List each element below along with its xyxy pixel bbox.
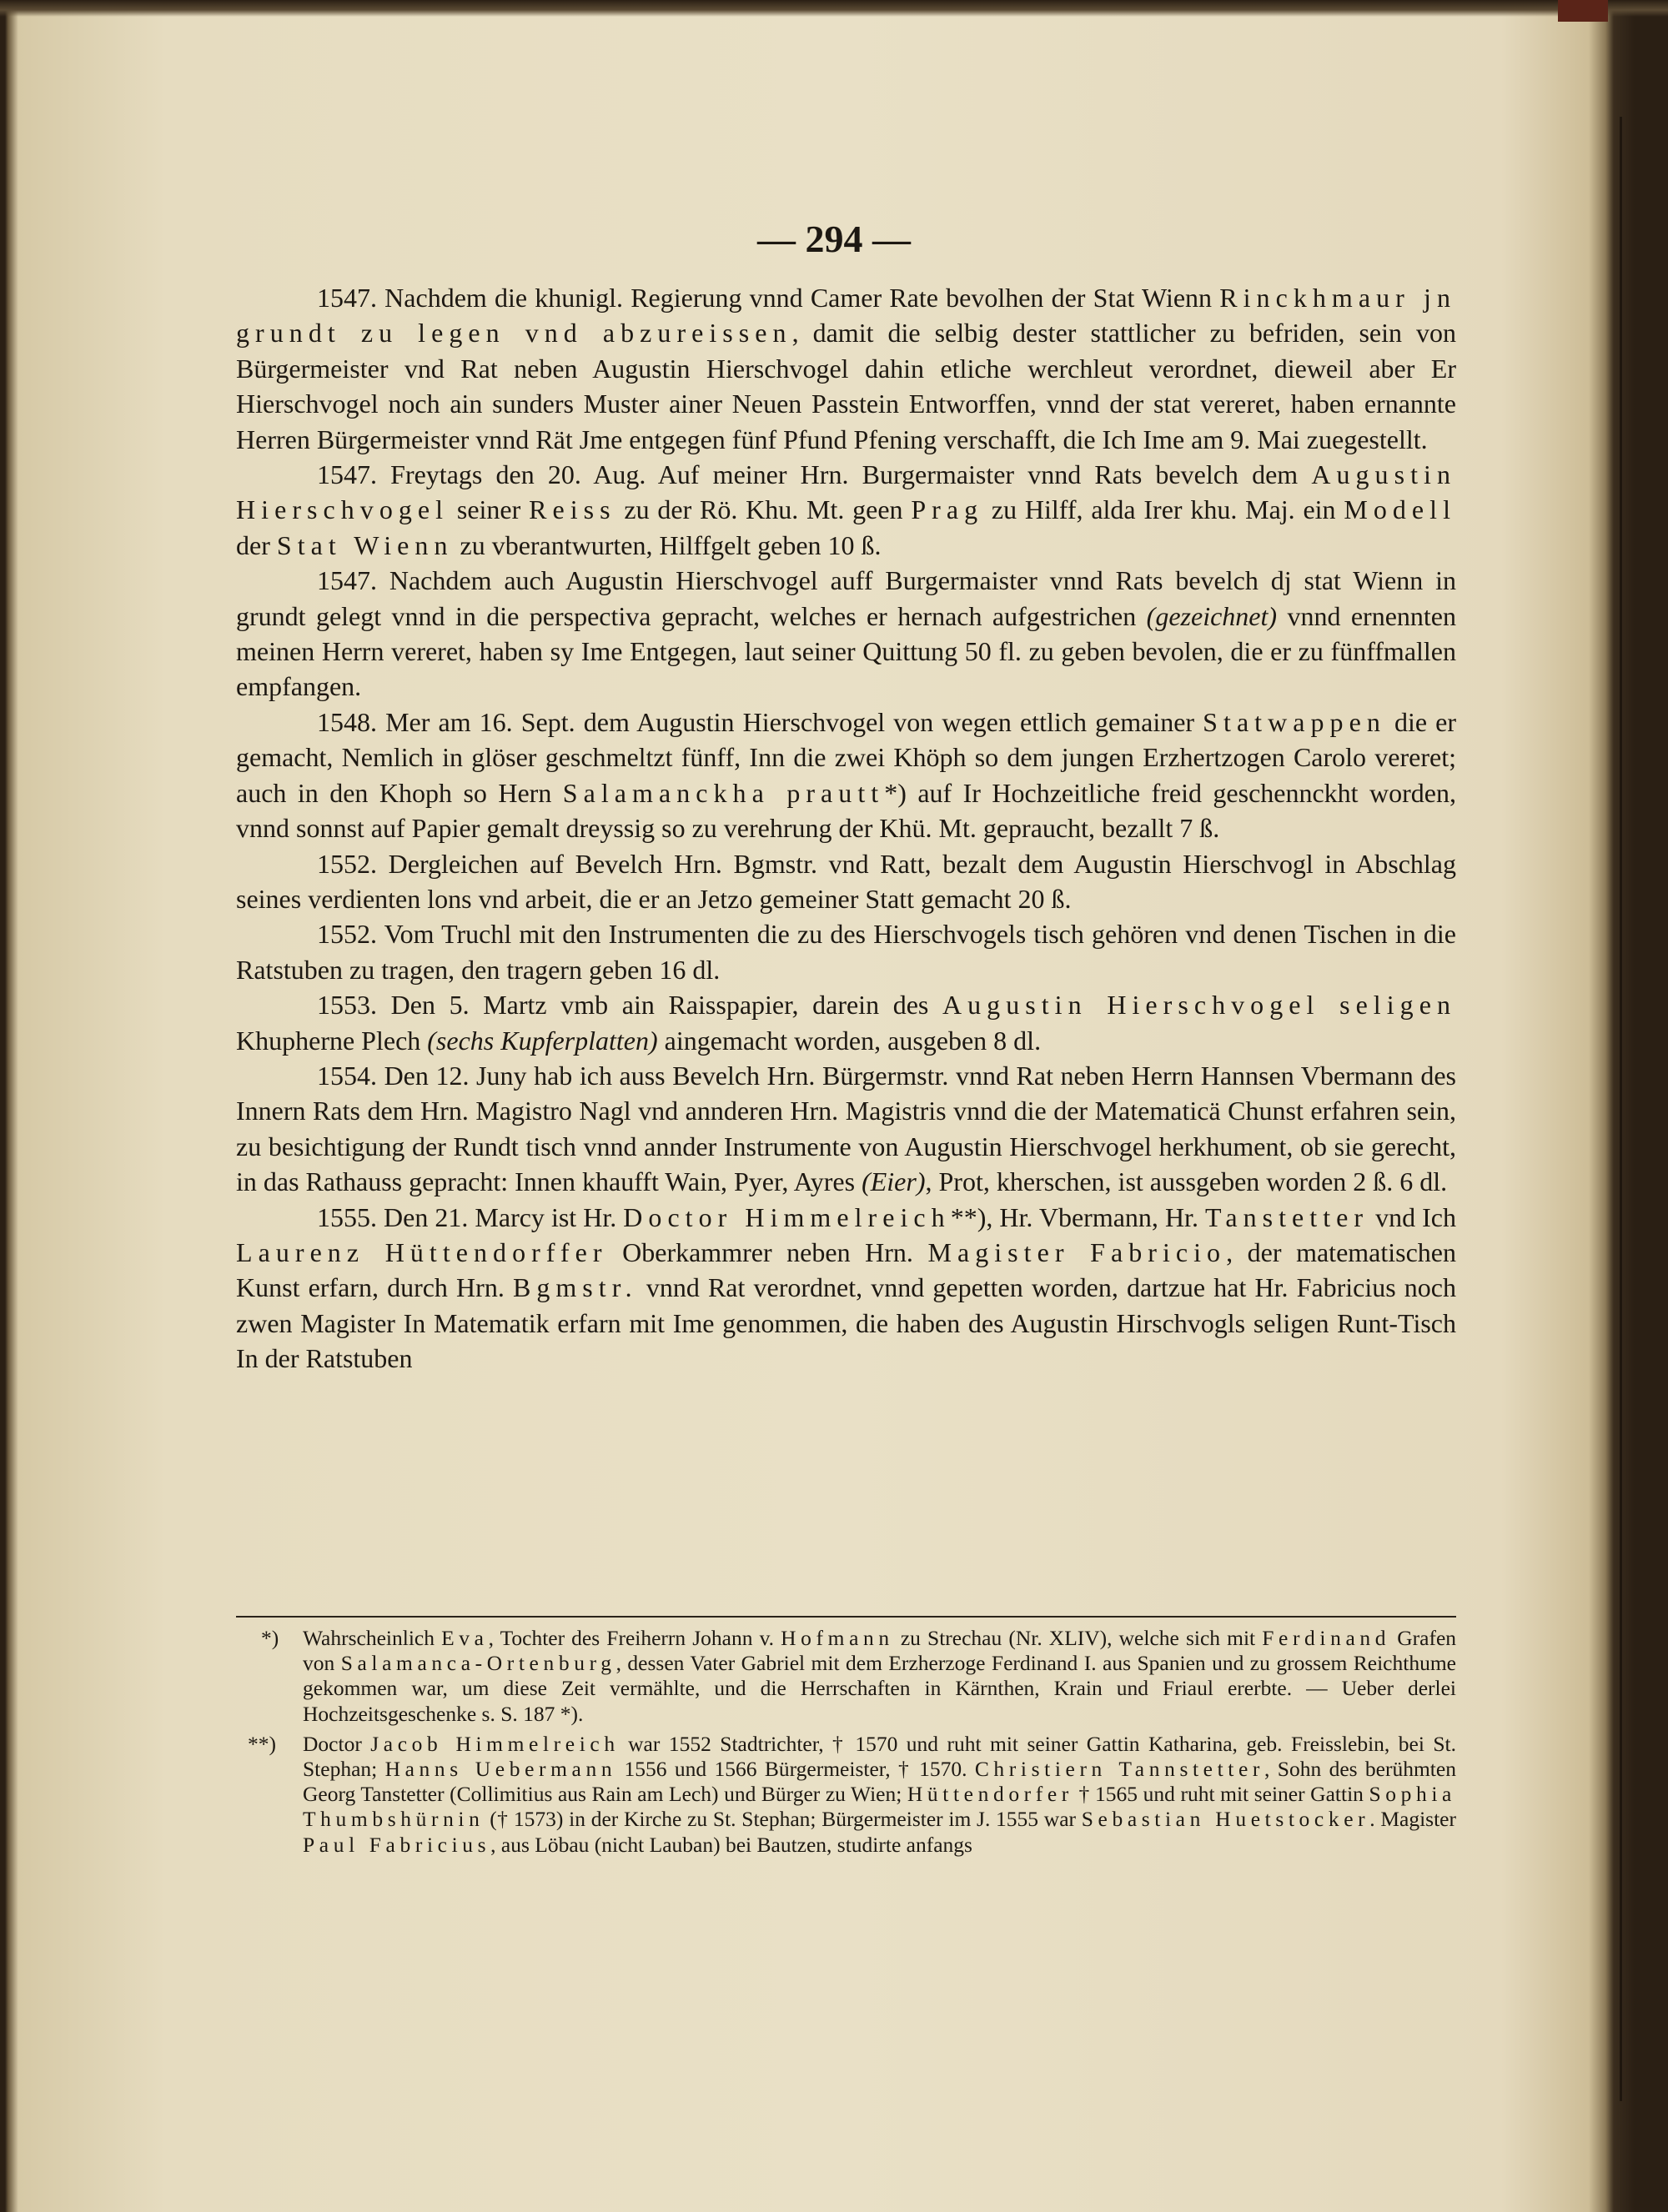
footnote-mark: **) [248, 1731, 276, 1756]
text-run: († 1573) in der Kirche zu St. Stephan; Bürgermeister im J. 1555 war [484, 1807, 1082, 1832]
text-run: 1548. Mer am 16. Sept. dem Augustin Hierschvogel von wegen ettlich gemainer [317, 706, 1203, 737]
text-run: 1552. Dergleichen auf Bevelch Hrn. Bgmstr. vnd Ratt, bezalt dem Augustin Hierschvogl in Abschlag seines verdienten lons vnd arbeit, die er an Jetzo gemeiner Statt gemacht 20 ß. [236, 848, 1456, 914]
footnote-mark: *) [261, 1626, 279, 1650]
spaced-name-text: Jacob Himmelreich [370, 1731, 620, 1756]
spaced-name-text: Reiss [529, 494, 616, 525]
page-number: — 294 — [757, 218, 911, 260]
record-entry [236, 1058, 1456, 1200]
spaced-name-text: Sebastian Huetstocker [1081, 1807, 1370, 1832]
spaced-name-text: Tanstetter [1204, 1201, 1369, 1232]
footnote [236, 1626, 1456, 1727]
text-run: zu der Rö. Khu. Mt. geen [615, 494, 912, 525]
record-entry [236, 916, 1456, 987]
record-entry [236, 457, 1456, 563]
spaced-name-text: Prag [911, 494, 984, 525]
text-run: seiner [449, 494, 530, 525]
text-run: die er gemacht, Nemlich in glöser geschmeltzt fünff, Inn die zwei Khöph so dem jungen Erzhertzogen Carolo vereret; auch in den Khoph so Hern [236, 706, 1457, 808]
text-run: zu vberantwurten, Hilffgelt geben 10 ß. [453, 529, 882, 560]
text-run: Oberkammrer neben Hrn. [607, 1236, 928, 1267]
text-run: war 1552 Stadtrichter, † 1570 und ruht mit seiner Gattin Katharina, geb. Freisslebin, bei St. Stephan; [303, 1731, 1456, 1782]
spaced-name-text: Ferdinand [1262, 1626, 1391, 1650]
text-run: 1555. Den 21. Marcy ist Hr. [317, 1201, 624, 1232]
text-run: vnd Ich [1369, 1201, 1456, 1232]
spaced-name-text: Rinckhmaur jn grundt zu legen vnd abzureissen [236, 283, 1456, 349]
text-run: , aus Löbau (nicht Lauban) bei Bautzen, studirte anfangs [490, 1832, 972, 1857]
spaced-name-text: Hanns Uebermann [384, 1757, 617, 1782]
record-entry [236, 563, 1456, 705]
footnotes [236, 1626, 1456, 1863]
italic-gloss-text: (sechs Kupferplatten) [427, 1025, 658, 1056]
text-run: aingemacht worden, ausgeben 8 dl. [657, 1025, 1042, 1056]
record-entry [236, 846, 1456, 917]
text-run: , dessen Vater Gabriel mit dem Erzherzoge Ferdinand I. aus Spanien und zu grossem Reichthume gekommen war, um diese Zeit vermählte, und die Herrschaften in Kärnthen, Krain und Friaul ererbte. — Ueber derlei Hochzeitsgeschenke s. S. 187 *). [303, 1651, 1456, 1726]
spaced-name-text: Statwappen [1203, 706, 1386, 737]
spaced-name-text: Doctor Himmelreich [623, 1201, 951, 1232]
text-run: vnnd ernennten meinen Herrn vereret, haben sy Ime Entgegen, laut seiner Quittung 50 fl. zu geben bevolen, die er zu fünffmallen empfangen. [236, 600, 1457, 702]
record-entry [236, 280, 1456, 457]
footnote-separator [236, 1616, 1456, 1618]
text-run: **), Hr. Vbermann, Hr. [950, 1201, 1205, 1232]
text-run: . Magister [1369, 1807, 1456, 1832]
record-entry [236, 705, 1456, 846]
spaced-name-text: Stat Wienn [276, 529, 454, 560]
text-run: Grafen von [303, 1626, 1457, 1676]
italic-gloss-text: (gezeichnet) [1146, 600, 1278, 631]
text-run: 1553. Den 5. Martz vmb ain Raisspapier, darein des [317, 990, 942, 1021]
spaced-name-text: Augustin Hierschvogel [236, 459, 1456, 525]
text-run: der [236, 529, 277, 560]
italic-gloss-text: (Eier) [862, 1166, 926, 1197]
text-run: , Prot, kherschen, ist aussgeben worden 2 ß. 6 dl. [925, 1166, 1448, 1197]
record-entry [236, 987, 1456, 1058]
spaced-name-text: Magister Fabricio [927, 1236, 1227, 1267]
text-run: † 1565 und ruht mit seiner Gattin [1073, 1782, 1369, 1807]
text-run: *) auf Ir Hochzeitliche freid geschennckht worden, vnnd sonnst auf Papier gemalt dreyssig so zu verehrung der Khü. Mt. gepraucht, bezallt 7 ß. [236, 777, 1456, 844]
spaced-name-text: Augustin Hierschvogel seligen [942, 990, 1456, 1021]
text-run: , der matematischen Kunst erfarn, durch Hrn. [236, 1236, 1456, 1303]
text-run: vnnd Rat verordnet, vnnd gepetten worden, dartzue hat Hr. Fabricius noch zwen Magister In Matematik erfarn mit Ime genommen, die haben des Augustin Hirschvogls seligen Runt-Tisch In der Ratstuben [236, 1272, 1457, 1374]
text-run: 1556 und 1566 Bürgermeister, † 1570. [616, 1757, 975, 1782]
text-run: zu Strechau (Nr. XLIV), welche sich mit [893, 1626, 1263, 1650]
spaced-name-text: Salamanckha prautt [562, 777, 885, 808]
spaced-name-text: Sophia Thumbshürnin [303, 1782, 1456, 1832]
text-run: 1547. Nachdem die khunigl. Regierung vnnd Camer Rate bevolhen der Stat Wienn [317, 283, 1220, 313]
text-run: Doctor [303, 1731, 371, 1756]
text-run: 1554. Den 12. Juny hab ich auss Bevelch Hrn. Bürgermstr. vnnd Rat neben Herrn Hannsen Vbermann des Innern Rats dem Hrn. Magistro Nagl vnd annderen Hrn. Magistris vnnd die der Matematicä Chunst erfahren sein, zu besichtigung der Rundt tisch vnnd annder Instrumente von Augustin Hierschvogel herkhument, ob sie gerecht, in das Rathauss gepracht: Innen khaufft Wain, Pyer, Ayres [236, 1060, 1456, 1197]
spaced-name-text: Modell [1344, 494, 1457, 525]
footnote [236, 1732, 1456, 1858]
spaced-name-text: Paul Fabricius [303, 1832, 491, 1857]
spaced-name-text: Hüttendorfer [907, 1782, 1073, 1807]
text-run: zu Hilff, alda Irer khu. Maj. ein [983, 494, 1344, 525]
text-run: 1552. Vom Truchl mit den Instrumenten die zu des Hierschvogels tisch gehören vnd denen Tischen in die Ratstuben zu tragen, den tragern geben 16 dl. [236, 919, 1456, 985]
spaced-name-text: Laurenz Hüttendorffer [236, 1236, 608, 1267]
text-run: , Tochter des Freiherrn Johann v. [488, 1626, 781, 1650]
text-run: 1547. Freytags den 20. Aug. Auf meiner Hrn. Burgermaister vnnd Rats bevelch dem [317, 459, 1312, 490]
spaced-name-text: Bgmstr. [512, 1272, 638, 1303]
text-run: Khupherne Plech [236, 1025, 428, 1056]
spaced-name-text: Eva [441, 1626, 489, 1650]
text-run: Wahrscheinlich [303, 1626, 442, 1650]
spaced-name-text: Christiern Tannstetter [974, 1757, 1265, 1782]
text-run: 1547. Nachdem auch Augustin Hierschvogel auff Burgermaister vnnd Rats bevelch dj stat Wienn in grundt gelegt vnnd in die perspectiva gepracht, welches er hernach aufgestrichen [236, 565, 1456, 631]
spaced-name-text: Salamanca-Ortenburg [340, 1651, 616, 1676]
spaced-name-text: Hofmann [781, 1626, 894, 1650]
text-run: , Sohn des berühmten Georg Tanstetter (Collimitius aus Rain am Lech) und Bürger zu Wien; [303, 1757, 1456, 1807]
text-run: , damit die selbig dester stattlicher zu befriden, sein von Bürgermeister vnd Rat neben Augustin Hierschvogel dahin etliche werchleut verordnet, dieweil aber Er Hierschvogel noch ain sunders Muster ainer Neuen Passtein Entworffen, vnnd der stat vereret, haben ernannte Herren Bürgermeister vnnd Rät Jme entgegen fünf Pfund Pfening verschafft, die Ich Ime am 9. Mai zuegestellt. [236, 318, 1457, 454]
main-text [236, 280, 1456, 1377]
record-entry [236, 1200, 1456, 1377]
